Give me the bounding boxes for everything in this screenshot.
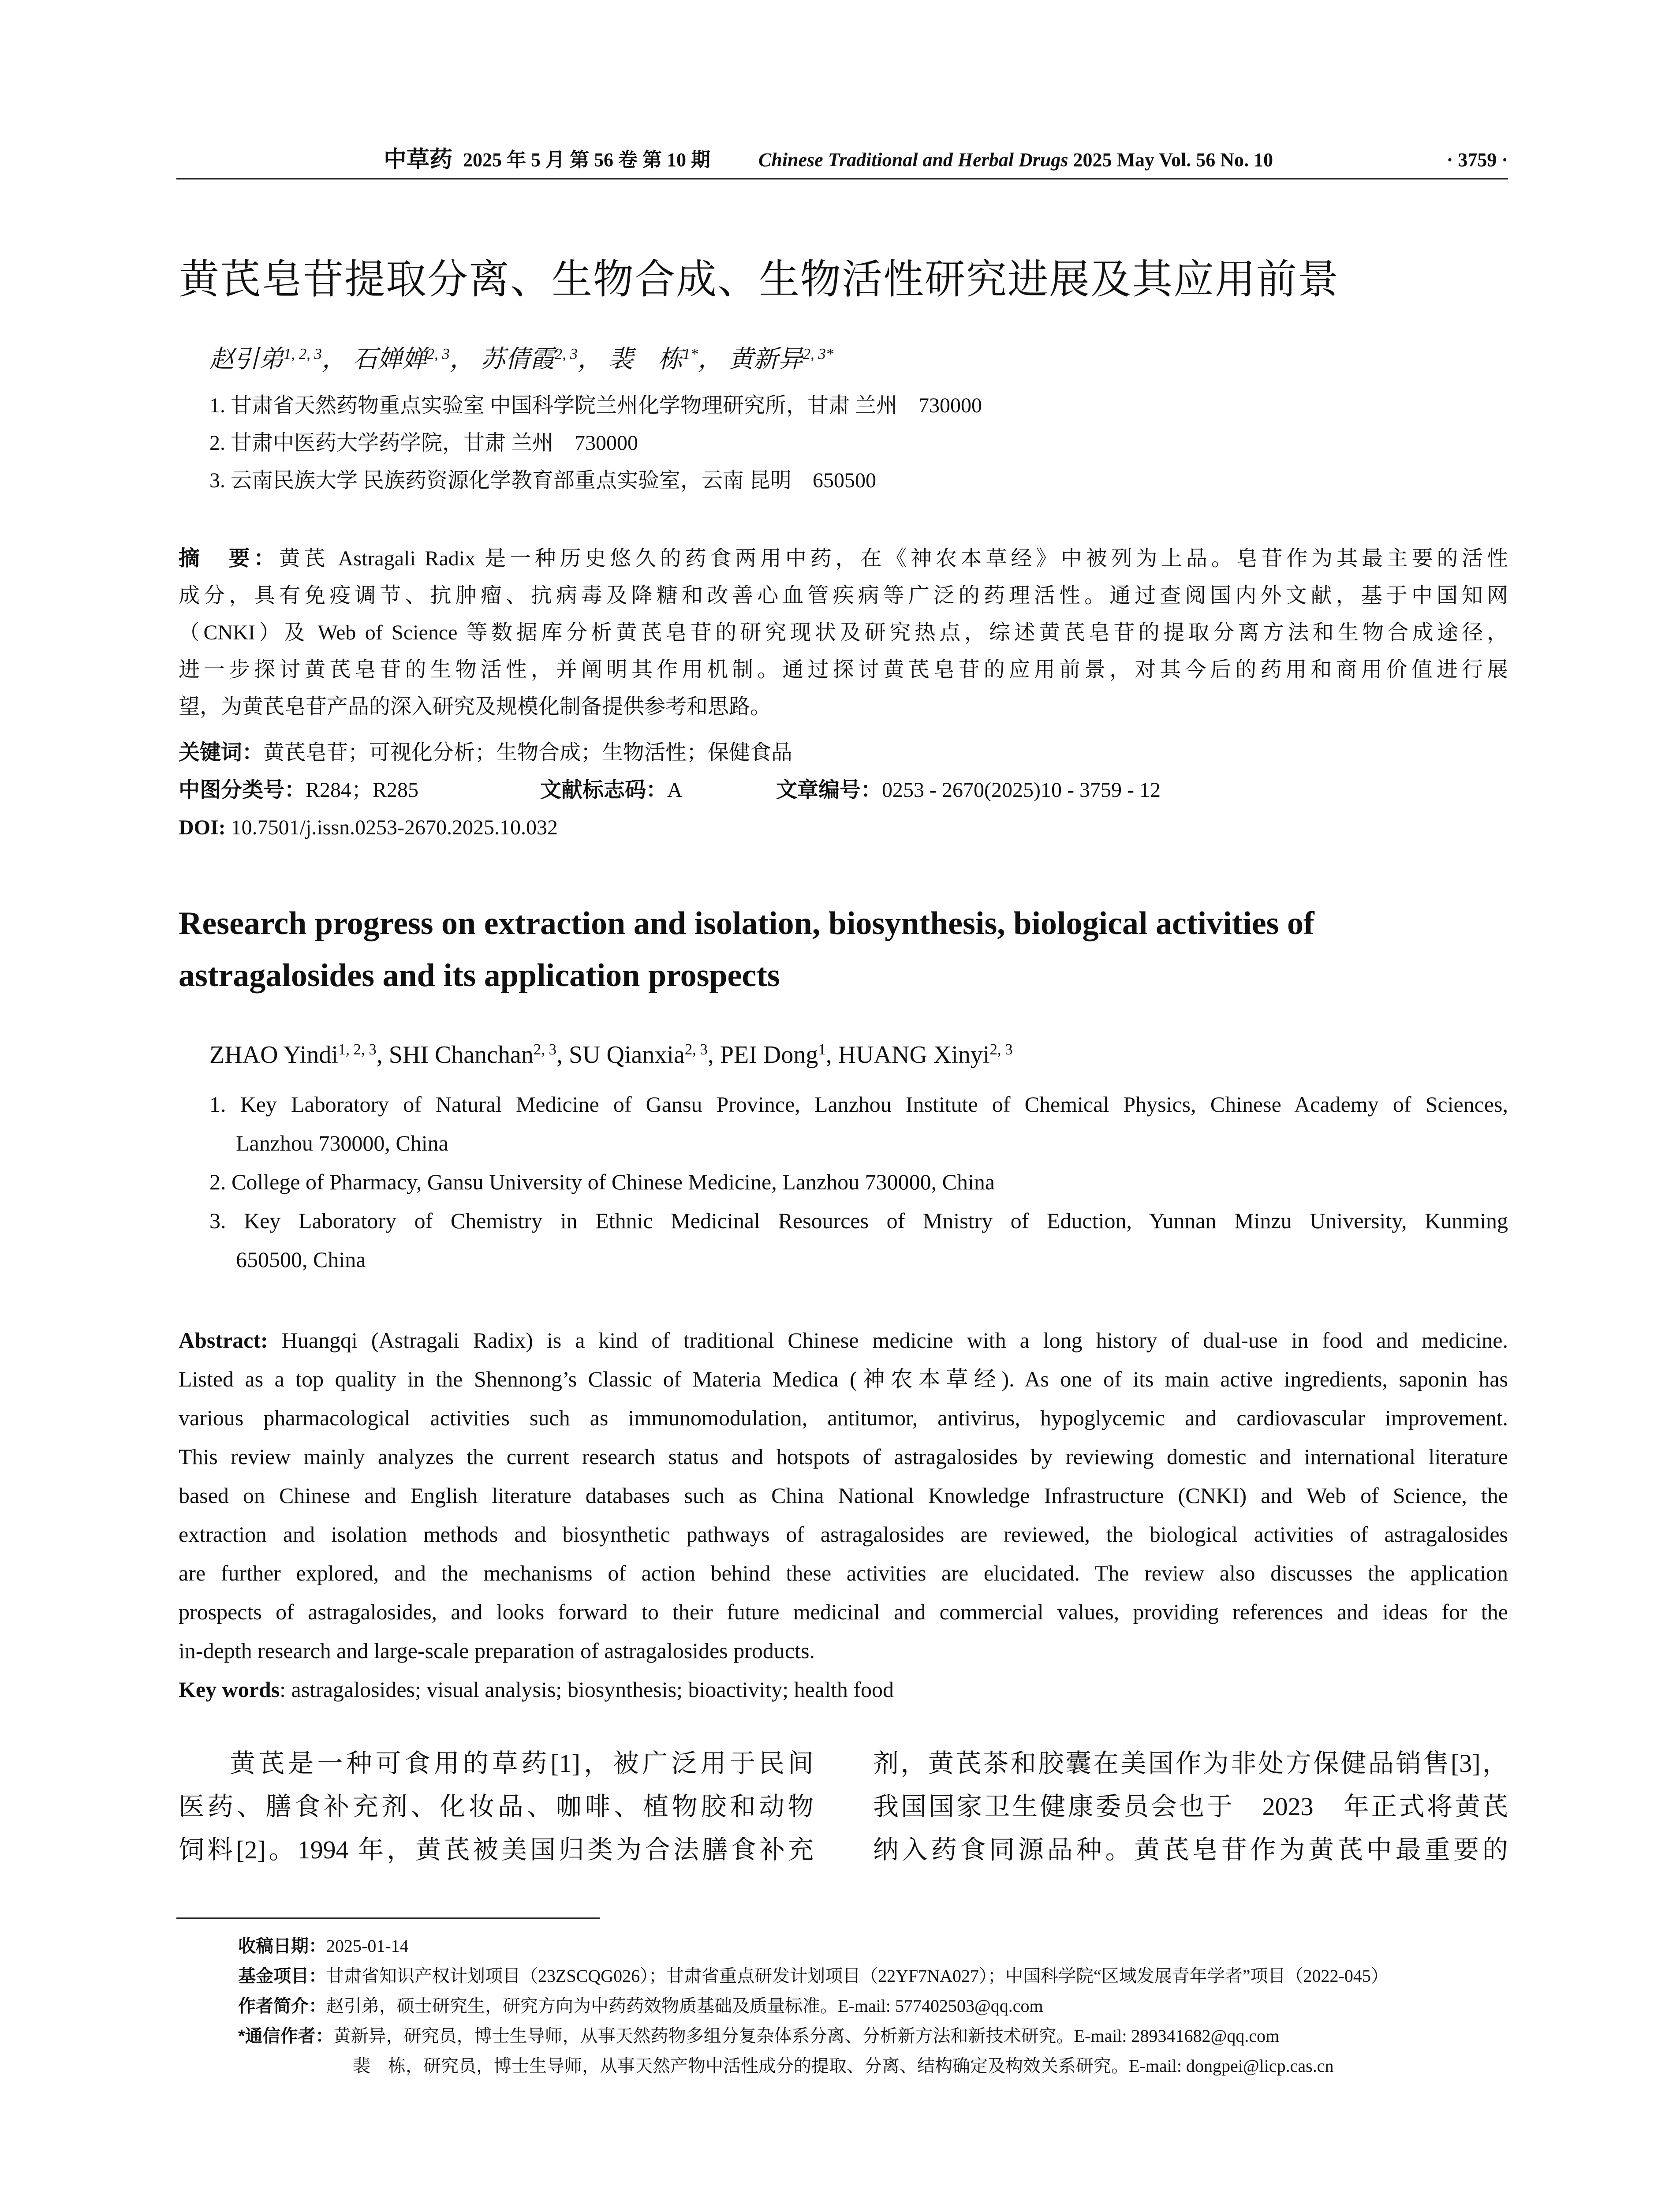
- body-column-left: [179, 1742, 814, 1872]
- author: 石婵婵$^{2, 3}$: [352, 345, 450, 373]
- cn-abstract: [179, 540, 1508, 725]
- cn-affiliation: 3. 云南民族大学 民族药资源化学教育部重点实验室，云南 昆明 650500: [209, 469, 877, 492]
- cn-affiliation: 2. 甘肃中医药大学药学院，甘肃 兰州 730000: [209, 431, 638, 455]
- body-line: 饲料[2]。1994 年，黄芪被美国归类为合法膳食补充: [179, 1835, 814, 1864]
- footnote-author-intro: 作者简介：赵引弟，硕士研究生，研究方向为中药药效物质基础及质量标准。E-mail: 577402503@qq.com: [238, 1996, 1043, 2016]
- cn-authors: 赵引弟$^{1, 2, 3}$， 石婵婵$^{2, 3}$， 苏倩霞$^{2, 3}$， 裴 栋$^{1*}$， 黄新异$^{2, 3*}$: [209, 345, 834, 373]
- author: SU Qianxia$^{2, 3}$: [568, 1040, 708, 1069]
- body-line: 医药、膳食补充剂、化妆品、咖啡、植物胶和动物: [179, 1792, 814, 1821]
- author: ZHAO Yindi$^{1, 2, 3}$: [209, 1040, 377, 1069]
- abstract-line: This review mainly analyzes the current research status and hotspots of astragalosides by reviewing domestic and international literature: [179, 1444, 1508, 1469]
- abstract-line: （CNKI）及 Web of Science 等数据库分析黄芪皂苷的研究现状及研究热点，综述黄芪皂苷的提取分离方法和生物合成途径，: [179, 621, 1508, 644]
- author: 赵引弟$^{1, 2, 3}$: [209, 345, 322, 373]
- issue-cn: 2025 年 5 月 第 56 卷 第 10 期: [463, 149, 710, 171]
- abstract-line: Abstract: Huangqi (Astragali Radix) is a kind of traditional Chinese medicine with a long history of dual-use in food and medicine.: [179, 1328, 1508, 1353]
- abstract-line: 望，为黄芪皂苷产品的深入研究及规模化制备提供参考和思路。: [179, 695, 772, 718]
- author: 裴 栋$^{1*}$: [608, 345, 698, 373]
- en-title: Research progress on extraction and isolation, biosynthesis, biological activities of astragalosides and its application prospects: [179, 905, 1314, 994]
- footnote-fund: 基金项目：甘肃省知识产权计划项目（23ZSCQG026）；甘肃省重点研发计划项目（22YF7NA027）；中国科学院“区域发展青年学者”项目（2022-045）: [238, 1966, 1389, 1986]
- en-affiliation: 3. Key Laboratory of Chemistry in Ethnic Medicinal Resources of Mnistry of Eduction, Yunnan Minzu University, Kunming: [209, 1208, 1508, 1233]
- abstract-line: based on Chinese and English literature databases such as China National Knowledge Infrastructure (CNKI) and Web of Science, the: [179, 1483, 1508, 1508]
- cn-classification: 中图分类号：R284；R285 文献标志码：A 文章编号：0253 - 2670(2025)10 - 3759 - 12: [179, 778, 1161, 802]
- author: PEI Dong$^1$: [720, 1040, 826, 1069]
- body-line: 我国国家卫生健康委员会也于 2023 年正式将黄芪: [873, 1792, 1508, 1821]
- cn-affiliation: 1. 甘肃省天然药物重点实验室 中国科学院兰州化学物理研究所，甘肃 兰州 730000: [209, 394, 982, 417]
- en-affiliation: 2. College of Pharmacy, Gansu University of Chinese Medicine, Lanzhou 730000, China: [209, 1170, 995, 1194]
- author: HUANG Xinyi$^{2, 3}$: [838, 1040, 1013, 1069]
- abstract-line: 摘 要：黄芪 Astragali Radix 是一种历史悠久的药食两用中药，在《神农本草经》中被列为上品。皂苷作为其最主要的活性: [179, 547, 1508, 570]
- footnote-rule: [176, 1917, 600, 1919]
- abstract-line: 进一步探讨黄芪皂苷的生物活性，并阐明其作用机制。通过探讨黄芪皂苷的应用前景，对其今后的药用和商用价值进行展: [179, 658, 1508, 681]
- running-header: [176, 145, 1508, 176]
- abstract-line: are further explored, and the mechanisms of action behind these activities are elucidated. The review also discusses the application: [179, 1561, 1508, 1585]
- body-column-right: [873, 1742, 1508, 1872]
- doi: DOI: 10.7501/j.issn.0253-2670.2025.10.032: [179, 816, 558, 839]
- body-line: 黄芪是一种可食用的草药[1]，被广泛用于民间: [230, 1749, 814, 1778]
- footnote-received: 收稿日期：2025-01-14: [238, 1936, 409, 1956]
- abstract-line: Listed as a top quality in the Shennong’s Classic of Materia Medica (神农本草经). As one of its main active ingredients, saponin has: [179, 1367, 1508, 1391]
- abstract-line: 成分，具有免疫调节、抗肿瘤、抗病毒及降糖和改善心血管疾病等广泛的药理活性。通过查阅国内外文献，基于中国知网: [179, 584, 1508, 607]
- abstract-line: in-depth research and large-scale preparation of astragalosides products.: [179, 1638, 815, 1663]
- header-rule: [176, 178, 1508, 179]
- journal-en: Chinese Traditional and Herbal Drugs 2025 May Vol. 56 No. 10: [758, 149, 1273, 171]
- cn-keywords: 关键词：黄芪皂苷；可视化分析；生物合成；生物活性；保健食品: [179, 741, 793, 764]
- en-affiliation: 1. Key Laboratory of Natural Medicine of Gansu Province, Lanzhou Institute of Chemical Physics, Chinese Academy of Sciences,: [209, 1092, 1508, 1117]
- author: 苏倩霞$^{2, 3}$: [480, 345, 578, 373]
- abstract-line: extraction and isolation methods and biosynthetic pathways of astragalosides are reviewed, the biological activities of astragalosides: [179, 1522, 1508, 1547]
- body-line: 剂，黄芪茶和胶囊在美国作为非处方保健品销售[3]，: [873, 1749, 1508, 1778]
- cn-title: 黄芪皂苷提取分离、生物合成、生物活性研究进展及其应用前景: [179, 257, 1340, 302]
- abstract-line: various pharmacological activities such as immunomodulation, antitumor, antivirus, hypoglycemic and cardiovascular improvement.: [179, 1405, 1508, 1430]
- en-affiliations: 1. Key Laboratory of Natural Medicine of Gansu Province, Lanzhou Institute of Chemical Physics, Chinese Academy of Sciences, Lanzhou 730000, China 2. College of Pharmacy, Gansu University of Chinese Medicine, Lanzhou 730000, China 3. Key Laboratory of Chemistry in Ethnic Medicinal Resources of Mnistry of Eduction, Yunnan Minzu University, Kunming 650500, China: [209, 1085, 1508, 1279]
- en-abstract: [179, 1321, 1508, 1709]
- en-keywords: Key words: astragalosides; visual analysis; biosynthesis; bioactivity; health food: [179, 1677, 894, 1702]
- author: SHI Chanchan$^{2, 3}$: [388, 1040, 556, 1069]
- abstract-line: prospects of astragalosides, and looks forward to their future medicinal and commercial values, providing references and ideas for the: [179, 1600, 1508, 1624]
- author: 黄新异$^{2, 3*}$: [728, 345, 834, 373]
- body-line: 纳入药食同源品种。黄芪皂苷作为黄芪中最重要的: [873, 1835, 1508, 1864]
- page-number: · 3759 ·: [1446, 149, 1508, 171]
- footnote-corresponding: *通信作者：黄新异，研究员，博士生导师，从事天然药物多组分复杂体系分离、分析新方法和新技术研究。E-mail: 289341682@qq.com: [238, 2026, 1280, 2046]
- footnote-corresponding-2: 裴 栋，研究员，博士生导师，从事天然产物中活性成分的提取、分离、结构确定及构效关系研究。E-mail: dongpei@licp.cas.cn: [353, 2056, 1334, 2076]
- en-authors: ZHAO Yindi$^{1, 2, 3}$, SHI Chanchan$^{2, 3}$, SU Qianxia$^{2, 3}$, PEI Dong$^1$, HUANG Xinyi$^{2, 3}$: [209, 1040, 1013, 1069]
- journal-logo: 中草药: [384, 147, 453, 172]
